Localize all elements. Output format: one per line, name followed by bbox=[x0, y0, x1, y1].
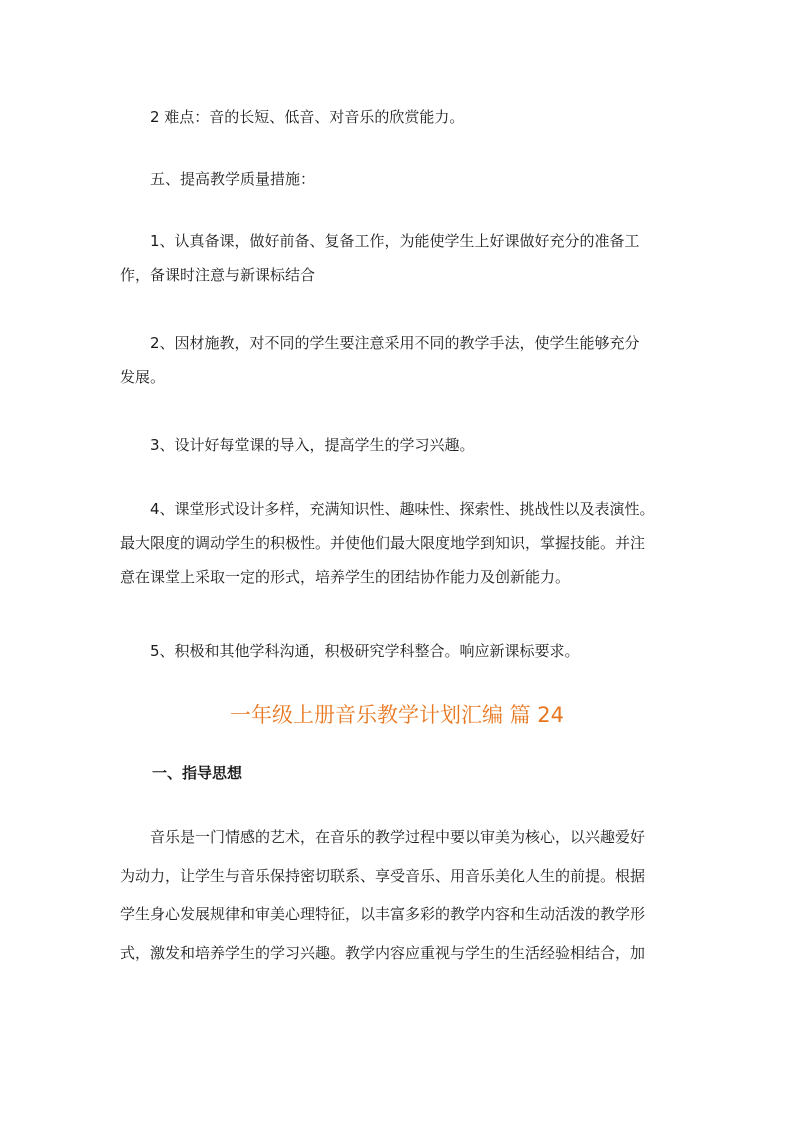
paragraph-measure-2 bbox=[120, 326, 676, 394]
text-line: 4、课堂形式设计多样，充满知识性、趣味性、探索性、挑战性以及表演性。 bbox=[120, 500, 655, 518]
text-line: 3、设计好每堂课的导入，提高学生的学习兴趣。 bbox=[120, 436, 475, 454]
text-line: 2 难点：音的长短、低音、对音乐的欣赏能力。 bbox=[120, 108, 465, 126]
text-line: 最大限度的调动学生的积极性。并使他们最大限度地学到知识，掌握技能。并注 bbox=[120, 534, 646, 552]
text-line: 1、认真备课，做好前备、复备工作，为能使学生上好课做好充分的准备工 bbox=[120, 232, 640, 250]
text-line: 意在课堂上采取一定的形式，培养学生的团结协作能力及创新能力。 bbox=[120, 568, 571, 586]
paragraph-measure-5 bbox=[120, 634, 676, 668]
text-line: 发展。 bbox=[120, 368, 166, 386]
paragraph-measure-4 bbox=[120, 492, 676, 594]
paragraph-guiding-ideology bbox=[120, 818, 676, 972]
text-line: 学生身心发展规律和审美心理特征，以丰富多彩的教学内容和生动活泼的教学形 bbox=[120, 905, 646, 923]
paragraph-measures-heading bbox=[120, 162, 676, 196]
text-line: 五、提高教学质量措施： bbox=[120, 170, 316, 188]
text-line: 音乐是一门情感的艺术，在音乐的教学过程中要以审美为核心，以兴趣爱好 bbox=[120, 828, 646, 846]
text-line: 作，备课时注意与新课标结合 bbox=[120, 266, 316, 284]
paragraph-measure-1 bbox=[120, 224, 676, 292]
text-line: 5、积极和其他学科沟通，积极研究学科整合。响应新课标要求。 bbox=[120, 642, 580, 660]
paragraph-measure-3 bbox=[120, 428, 676, 462]
section-title: 一年级上册音乐教学计划汇编 篇 24 bbox=[229, 703, 565, 727]
text-line: 为动力，让学生与音乐保持密切联系、享受音乐、用音乐美化人生的前提。根据 bbox=[120, 866, 646, 885]
subsection-title: 一、指导思想 bbox=[152, 764, 243, 782]
paragraph-difficulty bbox=[120, 100, 676, 134]
text-line: 2、因材施教，对不同的学生要注意采用不同的教学手法，使学生能够充分 bbox=[120, 334, 640, 352]
text-line: 式，激发和培养学生的学习兴趣。教学内容应重视与学生的生活经验相结合，加 bbox=[120, 943, 646, 962]
